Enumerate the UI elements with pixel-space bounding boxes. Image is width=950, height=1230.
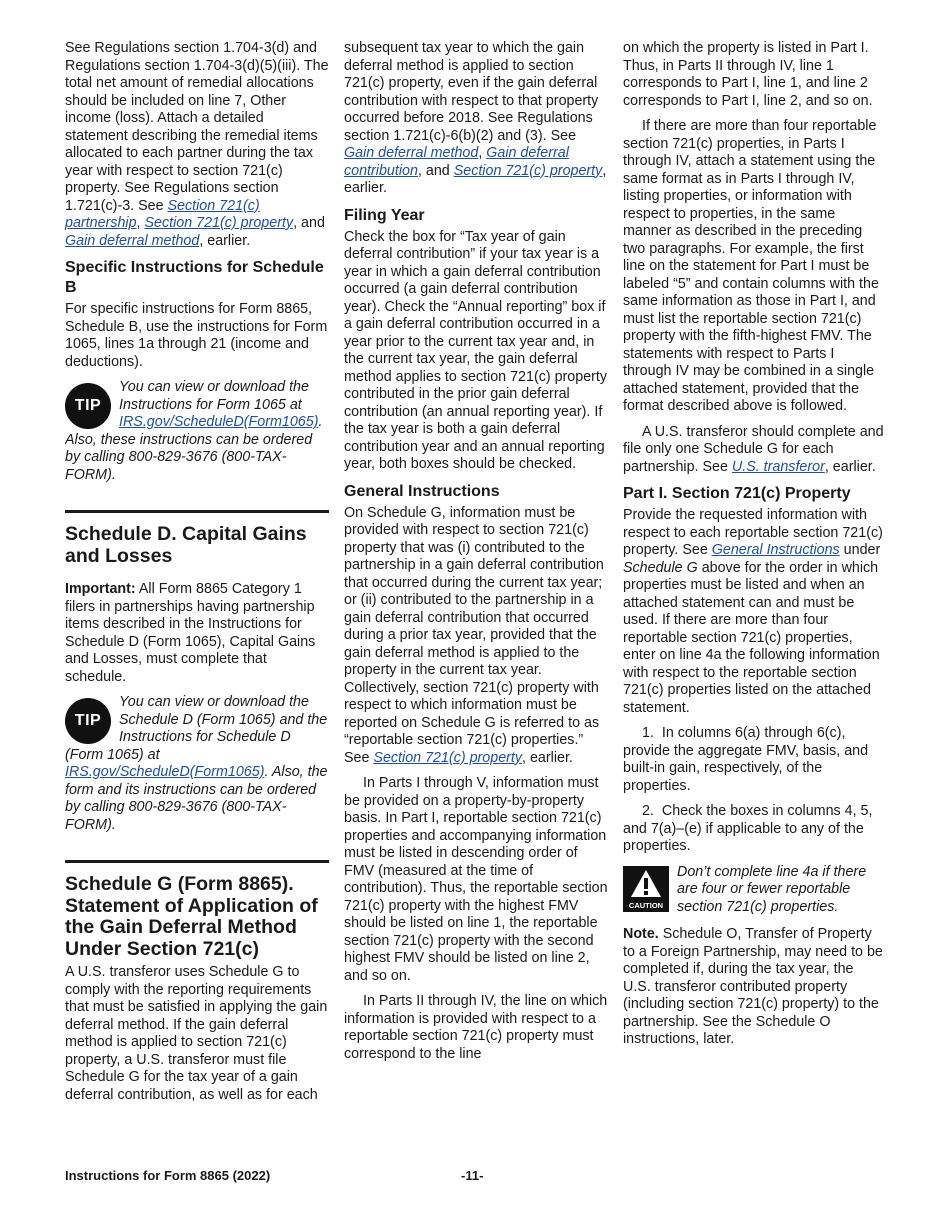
instruction-item-1: 1. In columns 6(a) through 6(c), provide the aggregate FMV, basis, and built-in gain, respectively, of the properties. (623, 725, 869, 794)
remedial-paragraph: See Regulations section 1.704-3(d) and Regulations section 1.704-3(d)(5)(iii). The total net amount of remedial allocations should be included on line 7, Other income (loss). Attach a detailed statement describing the remedial items allocated to each partner during the tax year with respect to section 721(c) property. See Regulations section 1.721(c)-3. See Section 721(c) partnership, Section 721(c) property, and Gain deferral method, earlier. (65, 40, 329, 249)
filing-year-heading: Filing Year (344, 206, 425, 224)
tip-callout-schedule-d: TIP You can view or download the Schedule D (Form 1065) and the Instructions for Schedule D (Form 1065) at IRS.gov/ScheduleD(Form1065). Also, the form and its instructions can be ordered by calling 800-829-3676 (800-TAX-FORM). (65, 694, 328, 833)
footer-form-title: Instructions for Form 8865 (2022) (65, 1168, 271, 1183)
note-paragraph: Note. Schedule O, Transfer of Property to a Foreign Partnership, may need to be completed if, during the tax year, the U.S. transferor contributed property (including section 721(c) property) to the partnership. See the Schedule O instructions, later. (623, 926, 883, 1047)
part-i-text: Provide the requested information with respect to each reportable section 721(c) property. See General Instructions under Schedule G above for the order in which properties must be listed and when an attached statement can and must be used. If there are more than four reportable section 721(c) properties, enter on line 4a the following information with respect to the reportable section 721(c) properties listed on the attached statement. (623, 507, 883, 716)
caution-callout: CAUTION Don’t complete line 4a if there are four or fewer reportable section 721(c) properties. (623, 864, 885, 917)
page-number: -11- (461, 1168, 484, 1183)
schedule-d-heading: Schedule D. Capital Gains and Losses (65, 523, 307, 567)
us-transferor-text: A U.S. transferor should complete and file only one Schedule G for each partnership. See U.S. transferor, earlier. (623, 423, 884, 475)
caution-icon (623, 866, 669, 912)
schedule-g-continuation: subsequent tax year to which the gain deferral method is applied to section 721(c) property, even if the gain deferral contribution with respect to that property occurred before 2018. See Regulations section 1.721(c)-6(b)(2) and (3). See Gain deferral method, Gain deferral contribution, and Section 721(c) property, earlier. (344, 40, 607, 196)
gain-deferral-method-link[interactable]: Gain deferral method (65, 232, 200, 249)
irs-schedule-d-link[interactable]: IRS.gov/ScheduleD(Form1065) (119, 414, 319, 430)
tip-callout-form-1065: TIP You can view or download the Instructions for Form 1065 at IRS.gov/ScheduleD(Form1065). Also, these instructions can be ordered by calling 800-829-3676 (800-TAX-FORM). (65, 379, 323, 483)
parts-continuation-text: on which the property is listed in Part I. Thus, in Parts II through IV, line 1 corresponds to Part I, line 1, and line 2 corresponds to Part I, line 2, and so on. (623, 40, 873, 109)
schedule-g-heading: Schedule G (Form 8865). Statement of Application of the Gain Deferral Method Under Section 721(c) (65, 873, 318, 960)
more-than-four-text: If there are more than four reportable section 721(c) properties, in Parts I through IV, attach a statement using the same format as in Parts I through IV, listing properties, or information with respect to properties, in the same manner as described in the preceding two paragraphs. For example, the first line on the statement for Part I must be labeled “5” and contain columns with the same information as those in Part I, and must list the reportable section 721(c) property with the fifth-highest FMV. The statements with respect to Parts I through IV may be combined in a single attached statement, provided that the format described above is followed. (623, 118, 879, 414)
instruction-item-2: 2. Check the boxes in columns 4, 5, and 7(a)–(e) if applicable to any of the properties. (623, 803, 873, 854)
section-721c-property-link-2[interactable]: Section 721(c) property (453, 162, 603, 179)
parts-ii-through-iv-text: In Parts II through IV, the line on which information is provided with respect to a reportable section 721(c) property must correspond to the line (344, 993, 608, 1062)
us-transferor-link[interactable]: U.S. transferor (731, 458, 825, 475)
schedule-b-text: For specific instructions for Form 8865, Schedule B, use the instructions for Form 1065, lines 1a through 21 (income and deductions). (65, 301, 328, 370)
schedule-d-section (65, 510, 329, 834)
schedule-g-section (65, 860, 329, 1104)
section-721c-partnership-link[interactable]: Section 721(c) partnership (65, 197, 260, 231)
irs-schedule-d-link-2[interactable]: IRS.gov/ScheduleD(Form1065) (65, 764, 265, 780)
tip-icon: TIP (65, 383, 111, 429)
section-721c-property-link[interactable]: Section 721(c) property (144, 215, 294, 231)
parts-i-through-v-text: In Parts I through V, information must be provided on a property-by-property basis. In Part I, reportable section 721(c) properties and accompanying information must be listed in descending order of FMV (measured at the time of contribution). Thus, the reportable section 721(c) property with the highest FMV should be listed on line 1, the reportable section 721(c) property with the second highest FMV should be listed on line 2, and so on. (344, 775, 608, 984)
general-instructions-link[interactable]: General Instructions (711, 542, 840, 558)
caution-label: CAUTION (628, 900, 664, 910)
general-instructions-text: On Schedule G, information must be provided with respect to section 721(c) property that was (i) contributed to the partnership in a gain deferral contribution that occurred during the current tax year; or (ii) contributed to the partnership in a gain deferral contribution that occurred during a prior tax year, provided that the gain deferral method is applied to the property in the current tax year. Collectively, section 721(c) property with respect to which information must be reported on Schedule G is referred to as “reportable section 721(c) properties.” See Section 721(c) property, earlier. (344, 504, 604, 766)
column-1 (65, 40, 329, 1112)
schedule-g-text: A U.S. transferor uses Schedule G to comply with the reporting requirements that must be satisfied in applying the gain deferral method. If the gain deferral method is applied to section 721(c) property, a U.S. transferor must file Schedule G for the tax year of a gain deferral contribution, as well as for each (65, 964, 328, 1103)
tip-icon: TIP (65, 698, 111, 744)
part-i-heading: Part I. Section 721(c) Property (623, 485, 851, 502)
section-721c-property-link-3[interactable]: Section 721(c) property (373, 749, 523, 766)
warning-triangle-icon (630, 869, 662, 899)
important-paragraph: Important: All Form 8865 Category 1 filers in partnerships having partnership items described in the Instructions for Schedule D (Form 1065), Capital Gains and Losses, must complete that schedule. (65, 581, 316, 685)
schedule-b-heading: Specific Instructions for Schedule B (65, 259, 324, 296)
column-2 (344, 40, 608, 1071)
general-instructions-heading: General Instructions (344, 482, 500, 500)
gain-deferral-contribution-link[interactable]: Gain deferral contribution (344, 145, 569, 179)
column-3 (623, 40, 885, 1057)
gain-deferral-method-link-2[interactable]: Gain deferral method (344, 145, 479, 161)
filing-year-text: Check the box for “Tax year of gain deferral contribution” if your tax year is a year in which a gain deferral contribution occurred (a gain deferral contribution year). Check the “Annual reporting” box if a gain deferral contribution occurred in a year prior to the current tax year and, in the current tax year, the gain deferral method applies to section 721(c) property contributed in the prior gain deferral contribution (an annual reporting year). If the tax year is both a gain deferral contribution year and an annual reporting year, both boxes should be checked. (344, 228, 608, 472)
